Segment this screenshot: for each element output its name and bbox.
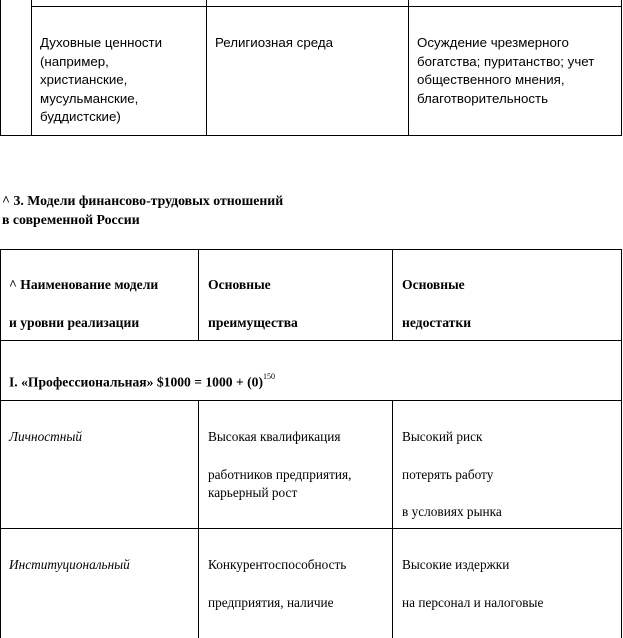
advantage-line: предприятия, наличие bbox=[208, 595, 334, 610]
header-implementation-levels: и уровни реализации bbox=[9, 315, 140, 330]
advantage-line: Конкурентоспособность bbox=[208, 557, 347, 572]
model-title-text: I. «Профессиональная» $1000 = 1000 + (0) bbox=[9, 374, 263, 390]
condemnation-cell bbox=[417, 34, 594, 108]
spiritual-values-cell bbox=[40, 34, 162, 127]
cell-line: Духовные ценности bbox=[40, 35, 163, 50]
model-title-superscript: 150 bbox=[262, 372, 275, 381]
cell-line: (например, bbox=[40, 53, 109, 69]
header-main: Основные bbox=[402, 277, 465, 292]
cell-line: христианские, bbox=[40, 72, 128, 87]
models-table bbox=[0, 246, 622, 638]
cell-line: Религиозная среда bbox=[215, 35, 333, 50]
header-advantages: преимущества bbox=[208, 315, 298, 330]
level-institutional: Институциональный bbox=[9, 557, 130, 572]
cell-line: мусульманские, bbox=[40, 90, 139, 106]
advantage-line: работников предприятия, bbox=[208, 467, 352, 482]
cell-line: благотворительность bbox=[417, 90, 549, 106]
section-heading-line-2: в современной России bbox=[2, 212, 140, 227]
model-title bbox=[9, 374, 275, 391]
advantage-line: карьерный рост bbox=[208, 485, 298, 500]
disadvantage-line: потерять работу bbox=[402, 467, 494, 482]
disadvantage-line: на персонал и налоговые bbox=[402, 595, 544, 610]
values-table-fragment bbox=[0, 0, 622, 136]
section-heading-line-1: ^ 3. Модели финансово-трудовых отношений bbox=[2, 193, 284, 208]
cell-line: буддистские) bbox=[40, 109, 121, 124]
cell-line: богатства; пуританство; учет bbox=[417, 53, 595, 69]
level-personal: Личностный bbox=[9, 429, 82, 444]
header-main: Основные bbox=[208, 277, 271, 292]
disadvantage-line: Высокий риск bbox=[402, 429, 483, 444]
disadvantage-line: в условиях рынка bbox=[402, 504, 502, 519]
disadvantage-line: Высокие издержки bbox=[402, 557, 510, 572]
religious-environment-cell bbox=[215, 34, 333, 53]
cell-line: Осуждение чрезмерного bbox=[417, 35, 569, 50]
header-model-name: ^ Наименование модели bbox=[9, 277, 159, 292]
header-disadvantages: недостатки bbox=[402, 315, 472, 330]
advantage-line: Высокая квалификация bbox=[208, 429, 341, 444]
cell-line: общественного мнения, bbox=[417, 72, 565, 87]
